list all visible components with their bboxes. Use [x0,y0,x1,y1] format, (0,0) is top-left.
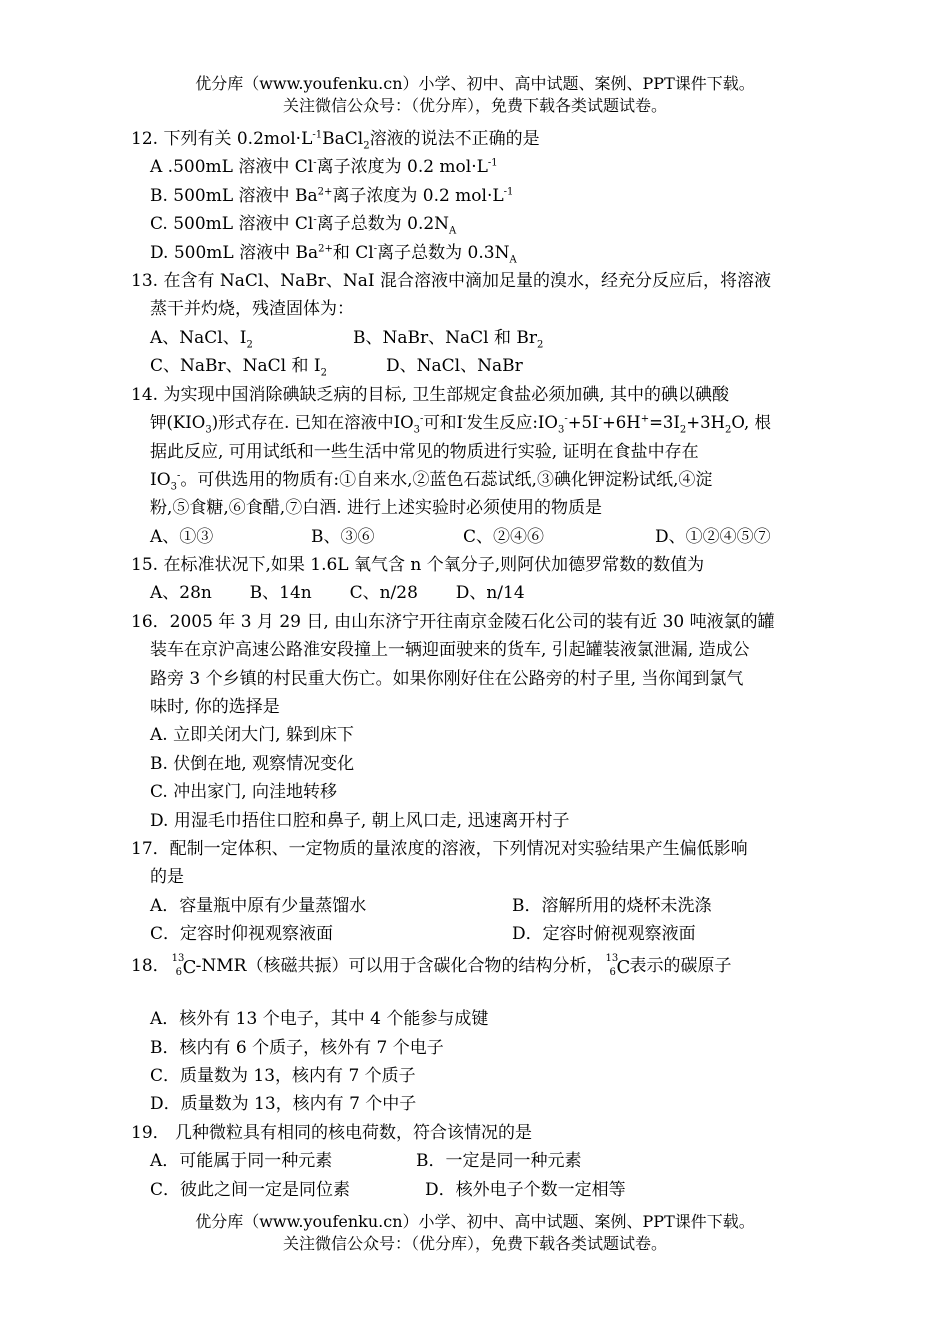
q18-stem: 18． 13 6 C -NMR（核磁共振）可以用于含碳化合物的结构分析， 13 6 C 表示的碳原子 [131,953,732,978]
q19-option-b: B．一定是同一种元素 [416,1151,582,1171]
footer-line-1: 优分库（www.youfenku.cn）小学、初中、高中试题、案例、PPT课件下载。 [195,1212,755,1231]
footer-line-2: 关注微信公众号：（优分库），免费下载各类试题试卷。 [282,1234,667,1253]
q19-option-c: C．彼此之间一定是同位素 [150,1180,351,1200]
q13-stem-line-1: 13. 在含有 NaCl、NaBr、NaI 混合溶液中滴加足量的溴水，经充分反应后，将溶液 [131,271,772,291]
q17-option-b: B．溶解所用的烧杯未洗涤 [512,896,712,916]
q13-option-b: B、NaBr、NaCl 和 $Br_2$ [353,328,544,351]
header-line-2: 关注微信公众号：（优分库），免费下载各类试题试卷。 [282,96,667,115]
q19-option-d: D．核外电子个数一定相等 [425,1180,626,1200]
carbon-13-nuclide-2: 13 6 C [605,953,631,978]
q12-option-b: B. 500mL 溶液中 $Ba^{2+}$离子浓度为 0.2 $mol\cdot L^{-1}$ [150,186,514,206]
q16-option-b: B. 伏倒在地, 观察情况变化 [150,754,355,774]
q14-line-2: 钾$(KIO_3)$形式存在. 已知在溶液中$IO_3^-$可和I-发生反应$:IO_3^-+5I^-+6H^+=3I_2+3H_2O$, 根 [150,413,771,436]
q14-line-1: 14. 为实现中国消除碘缺乏病的目标, 卫生部规定食盐必须加碘, 其中的碘以碘酸 [131,385,730,405]
q16-option-d: D. 用湿毛巾捂住口腔和鼻子, 朝上风口走, 迅速离开村子 [150,811,570,831]
q13-stem-line-2: 蒸干并灼烧，残渣固体为： [150,299,354,319]
q13-option-a: A、NaCl、$I_2$ [150,328,253,351]
q19-stem: 19． 几种微粒具有相同的核电荷数，符合该情况的是 [131,1123,533,1143]
q15-stem: 15. 在标准状况下,如果 1.6L 氧气含 n 个氧分子,则阿伏加德罗常数的数值为 [131,555,705,575]
q18-option-a: A．核外有 13 个电子，其中 4 个能参与成键 [150,1009,489,1029]
q17-option-c: C．定容时仰视观察液面 [150,924,334,944]
q16-line-2: 装车在京沪高速公路淮安段撞上一辆迎面驶来的货车, 引起罐装液氯泄漏, 造成公 [150,640,750,660]
q17-option-d: D．定容时俯视观察液面 [512,924,696,944]
header-line-1: 优分库（www.youfenku.cn）小学、初中、高中试题、案例、PPT课件下载。 [195,74,755,93]
q14-option-d: D、①②④⑤⑦ [655,527,771,547]
q12-option-a: A .500mL 溶液中 Cl-离子浓度为 0.2 $mol\cdot L^{-1}$ [150,157,498,177]
q16-option-a: A. 立即关闭大门, 躲到床下 [150,725,354,745]
q13-option-d: D、NaCl、NaBr [386,356,523,376]
q16-line-4: 味时, 你的选择是 [150,697,280,717]
q12-stem: 12. 下列有关 $0.2mol\cdot L^{-1}BaCl_2$溶液的说法不正确的是 [131,129,540,152]
q15-options: A、28n B、14n C、n/28 D、n/14 [150,583,525,603]
q17-line-1: 17．配制一定体积、一定物质的量浓度的溶液，下列情况对实验结果产生偏低影响 [131,839,748,859]
q12-option-d: D. 500mL 溶液中 $Ba^{2+}$和 Cl-离子总数为 $0.3N_A$ [150,243,517,266]
q14-option-c: C、②④⑥ [463,527,545,547]
q19-option-a: A．可能属于同一种元素 [150,1151,333,1171]
q14-line-3: 据此反应, 可用试纸和一些生活中常见的物质进行实验, 证明在食盐中存在 [150,442,699,462]
q14-line-5: 粉,⑤食糖,⑥食醋,⑦白酒. 进行上述实验时必须使用的物质是 [150,498,603,518]
carbon-13-nuclide: 13 6 C [171,953,197,978]
q18-option-d: D．质量数为 13，核内有 7 个中子 [150,1094,417,1114]
q14-option-b: B、③⑥ [311,527,375,547]
q17-option-a: A．容量瓶中原有少量蒸馏水 [150,896,367,916]
q16-line-1: 16．2005 年 3 月 29 日, 由山东济宁开往南京金陵石化公司的装有近 30 吨液氯的罐 [131,612,775,632]
q17-line-2: 的是 [150,867,184,887]
q16-option-c: C. 冲出家门, 向洼地转移 [150,782,338,802]
q16-line-3: 路旁 3 个乡镇的村民重大伤亡。如果你刚好住在公路旁的村子里, 当你闻到氯气 [150,669,744,689]
q13-option-c: C、NaBr、NaCl 和 $I_2$ [150,356,327,379]
q14-line-4: $IO_3^-$。可供选用的物质有:①自来水,②蓝色石蕊试纸,③碘化钾淀粉试纸,④淀 [150,470,713,493]
q18-option-b: B．核内有 6 个质子，核外有 7 个电子 [150,1038,444,1058]
q12-option-c: C. 500mL 溶液中 Cl-离子总数为 $0.2N_A$ [150,214,457,237]
q18-option-c: C．质量数为 13，核内有 7 个质子 [150,1066,416,1086]
q14-option-a: A、①③ [150,527,214,547]
